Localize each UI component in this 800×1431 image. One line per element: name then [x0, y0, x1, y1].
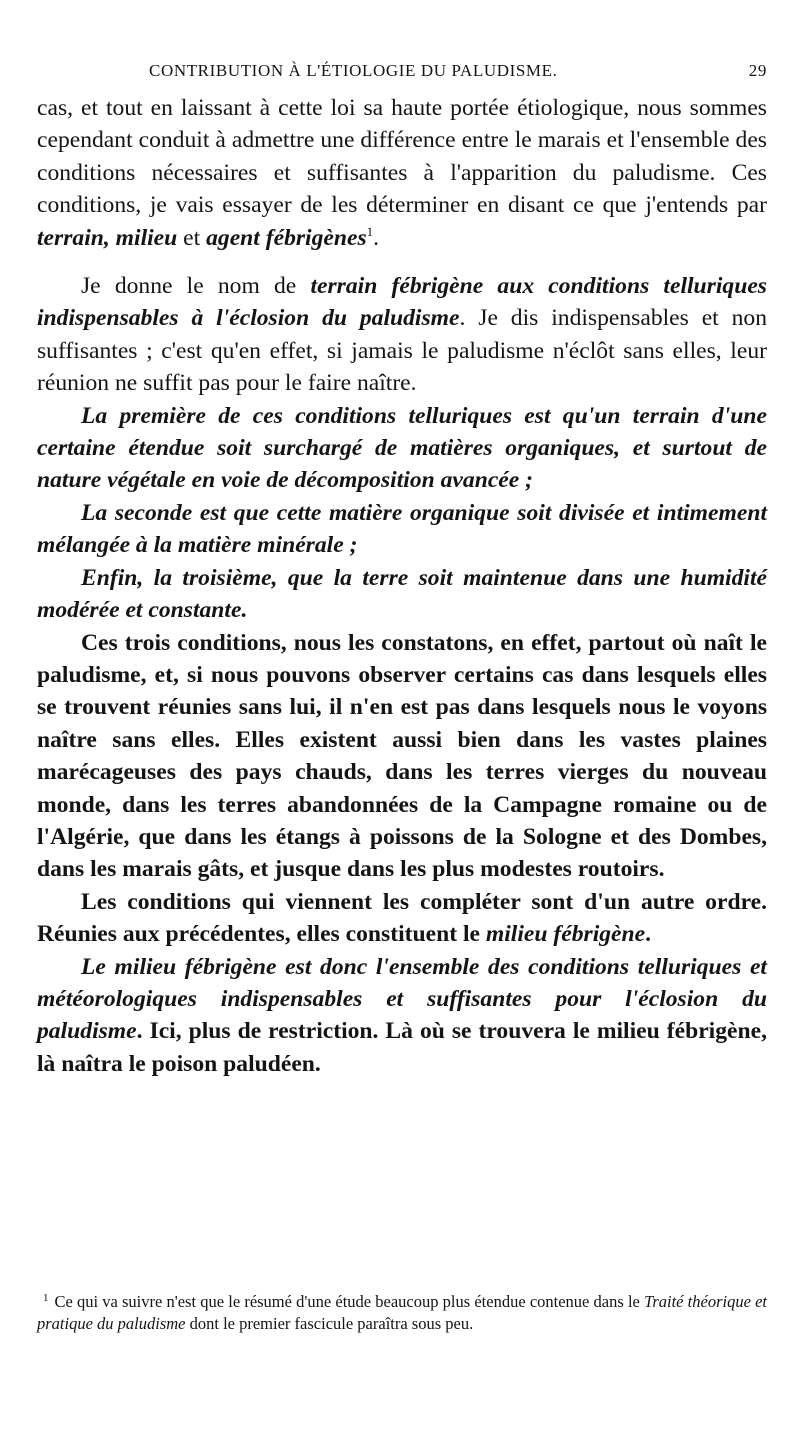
paragraph-2-text: . Je dis indispensables et non suffisantes ; c'est qu'en effet, si jamais le paludisme n'éclôt sans elles, leur réunion ne suffit pas pour le faire naître. [37, 305, 767, 397]
condition-second: La seconde est que cette matière organique soit divisée et intimement mélangée à la matière minérale ; [37, 499, 767, 559]
paragraph-1-end: . [373, 224, 380, 251]
condition-third: Enfin, la troisième, que la terre soit maintenue dans une humidité modérée et constante. [37, 564, 767, 624]
condition-first: La première de ces conditions telluriques est qu'un terrain d'une certaine étendue soit surchargé de matières organiques, et surtout de nature végétale en voie de décomposition avancée ; [37, 402, 767, 494]
footnote-reference[interactable]: 1 [366, 223, 374, 239]
definition-milieu-febrigene: Le milieu fébrigène est donc l'ensemble des conditions telluriques et météorologiques indispensables et suffisantes pour l'éclosion du paludisme [37, 953, 767, 1045]
term-terrain-milieu: terrain, milieu [37, 224, 178, 251]
page-number: 29 [748, 61, 767, 80]
paragraph-2 [37, 270, 767, 400]
paragraph-7-end: . [645, 921, 652, 948]
footnote-text-end: dont le premier fascicule paraîtra sous peu. [185, 1313, 474, 1333]
paragraph-8 [37, 951, 767, 1081]
paragraph-1-conjunction: et [177, 224, 207, 251]
running-header [37, 61, 767, 85]
paragraph-1-text: cas, et tout en laissant à cette loi sa haute portée étiologique, nous sommes cependant conduit à admettre une différence entre le marais et l'ensemble des conditions nécessaires et suffisantes à l'apparition du paludisme. Ces conditions, je vais essayer de les déterminer en disant ce que j'entends par [37, 95, 767, 219]
book-page [37, 0, 767, 1431]
paragraph-6: Ces trois conditions, nous les constatons, en effet, partout où naît le paludisme, et, si nous pouvons observer certains cas dans lesquels elles se trouvent réunies sans lui, il n'en est pas dans lesquels nous le voyons naître sans elles. Elles existent aussi bien dans les vastes plaines marécageuses des pays chauds, dans les terres vierges du nouveau monde, dans les terres abandonnées de la Campagne romaine ou de l'Algérie, que dans les étangs à poissons de la Sologne et des Dombes, dans les marais gâts, et jusque dans les plus modestes routoirs. [37, 629, 767, 883]
term-milieu-febrigene: milieu fébrigène [485, 921, 646, 948]
paragraph-1 [37, 92, 767, 254]
term-agent-febrigenes: agent fébrigènes [206, 224, 367, 251]
body-text [37, 92, 767, 1080]
footnote-text: Ce qui va suivre n'est que le résumé d'une étude beaucoup plus étendue contenue dans le [54, 1292, 645, 1311]
running-title: CONTRIBUTION À L'ÉTIOLOGIE DU PALUDISME. [149, 61, 558, 80]
paragraph-2-intro: Je donne le nom de [81, 273, 311, 300]
paragraph-8-text: . Ici, plus de restriction. Là où se trouvera le milieu fébrigène, là naîtra le poison paludéen. [37, 1018, 767, 1077]
paragraph-7 [37, 886, 767, 951]
footnote [37, 1291, 767, 1334]
paragraph-7-text: Les conditions qui viennent les compléter sont d'un autre ordre. Réunies aux précédentes, elles constituent le [37, 888, 767, 948]
footnote-book-title: Traité théorique et pratique du paludisme [37, 1292, 767, 1333]
footnote-mark: 1 [43, 1292, 49, 1304]
definition-terrain-febrigene: terrain fébrigène aux conditions telluriques indispensables à l'éclosion du paludisme [37, 273, 767, 332]
